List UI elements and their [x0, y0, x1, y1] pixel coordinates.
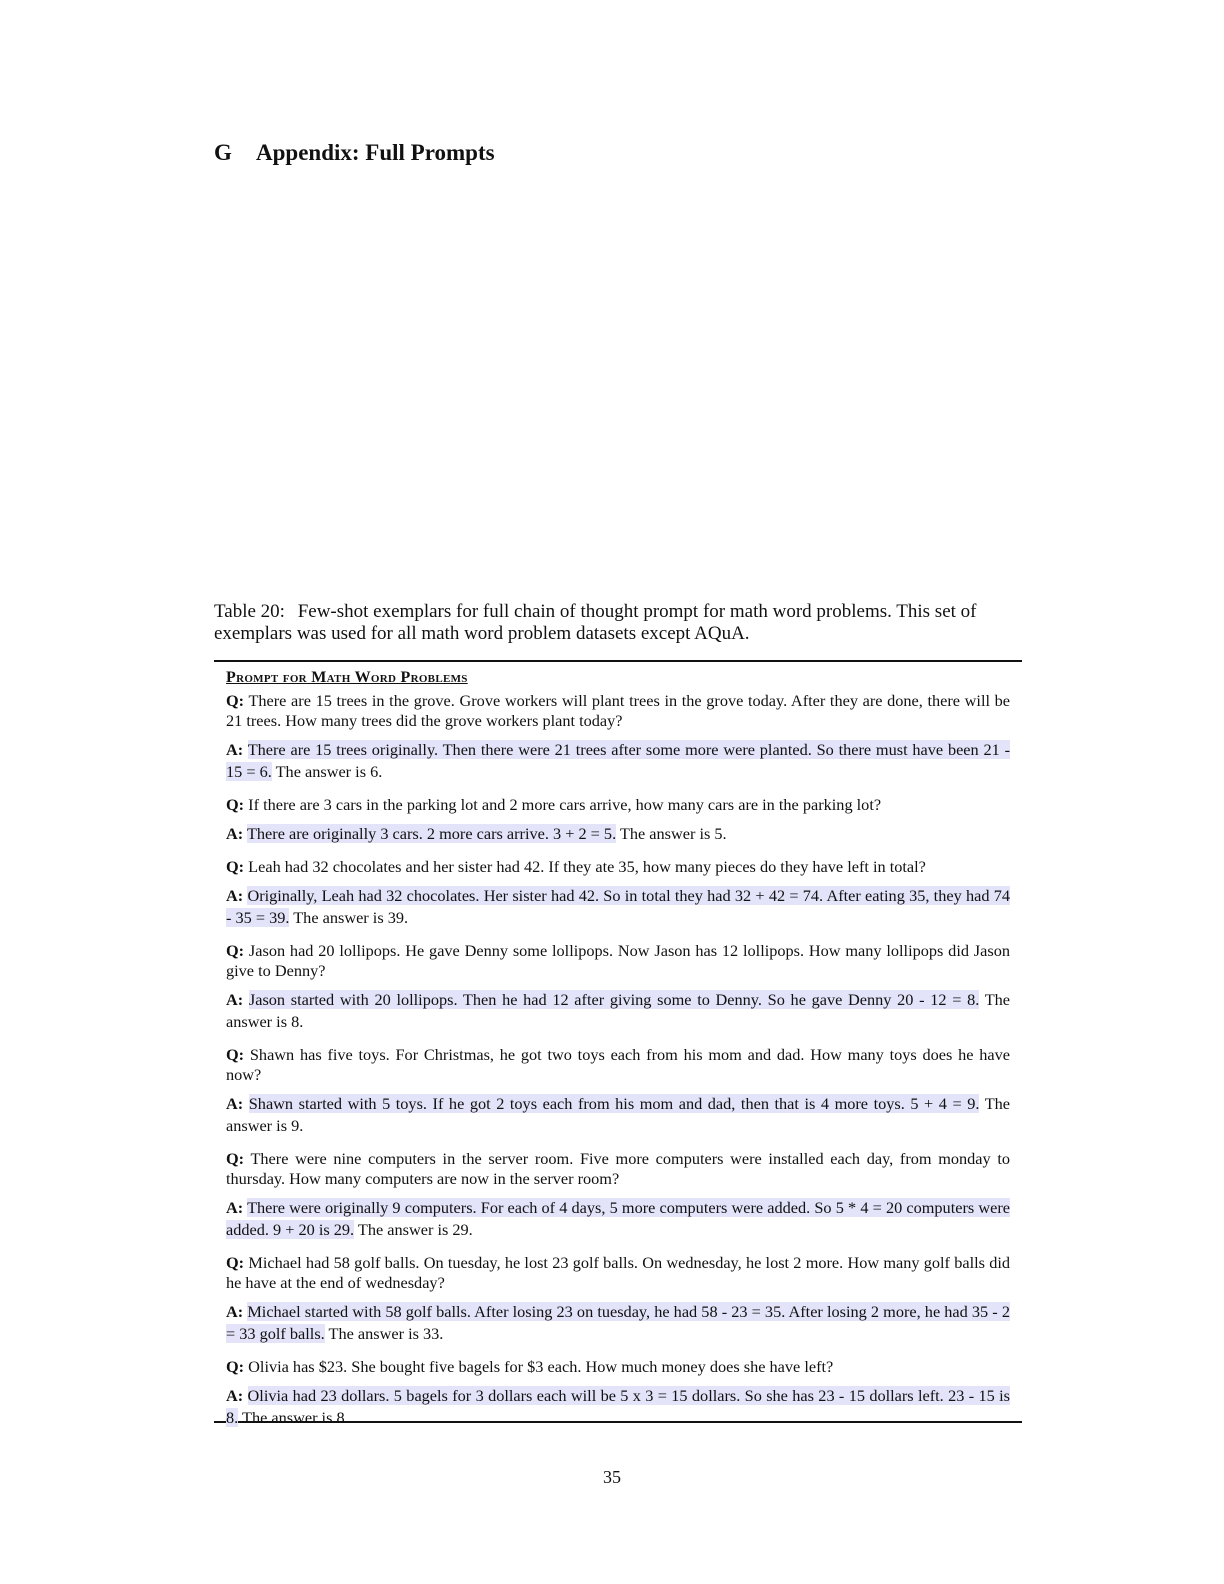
exemplar-pair [226, 1253, 1010, 1345]
exemplar-pair [226, 857, 1010, 929]
question-text: There are 15 trees in the grove. Grove workers will plant trees in the grove today. After they are done, there will be 21 trees. How many trees did the grove workers plant today? [226, 691, 1010, 730]
reasoning-highlight: Originally, Leah had 32 chocolates. Her sister had 42. So in total they had 32 + 42 = 74. After eating 35, they had 74 - 35 = 39. [226, 886, 1010, 927]
question-label: Q: [226, 795, 245, 814]
question-line [226, 857, 1010, 877]
answer-label: A: [226, 1302, 244, 1321]
reasoning-highlight: Jason started with 20 lollipops. Then he had 12 after giving some to Denny. So he gave Denny 20 - 12 = 8. [248, 990, 980, 1009]
final-answer-text: The answer is 8. [242, 1408, 349, 1427]
section-number: G [214, 140, 232, 165]
question-line [226, 941, 1010, 981]
question-text: If there are 3 cars in the parking lot and 2 more cars arrive, how many cars are in the parking lot? [248, 795, 882, 814]
section-heading [214, 138, 495, 168]
question-text: There were nine computers in the server room. Five more computers were installed each day, from monday to thursday. How many computers are now in the server room? [226, 1149, 1010, 1188]
question-line [226, 1357, 1010, 1377]
reasoning-highlight: There were originally 9 computers. For each of 4 days, 5 more computers were added. So 5 * 4 = 20 computers were added. 9 + 20 is 29. [226, 1198, 1010, 1239]
prompt-title: Prompt for Math Word Problems [226, 669, 468, 686]
prompt-table [214, 660, 1022, 1427]
answer-line [226, 885, 1010, 929]
answer-line [226, 1301, 1010, 1345]
question-text: Michael had 58 golf balls. On tuesday, he lost 23 golf balls. On wednesday, he lost 2 more. How many golf balls did he have at the end of wednesday? [226, 1253, 1011, 1292]
answer-label: A: [226, 1094, 244, 1113]
final-answer-text: The answer is 29. [357, 1220, 473, 1239]
question-label: Q: [226, 1253, 245, 1272]
answer-label: A: [226, 1386, 244, 1405]
question-text: Shawn has five toys. For Christmas, he got two toys each from his mom and dad. How many toys does he have now? [226, 1045, 1010, 1084]
table-caption [214, 601, 1022, 645]
question-label: Q: [226, 1045, 245, 1064]
answer-label: A: [226, 886, 244, 905]
answer-line [226, 823, 1010, 845]
answer-line [226, 739, 1010, 783]
question-label: Q: [226, 941, 245, 960]
answer-line [226, 1093, 1010, 1137]
answer-line [226, 989, 1010, 1033]
final-answer-text: The answer is 8. [226, 990, 1011, 1031]
question-label: Q: [226, 691, 245, 710]
question-line [226, 1045, 1010, 1085]
answer-line [226, 1385, 1010, 1429]
reasoning-highlight: Olivia had 23 dollars. 5 bagels for 3 dollars each will be 5 x 3 = 15 dollars. So she has 23 - 15 dollars left. 23 - 15 is 8. [226, 1386, 1010, 1427]
final-answer-text: The answer is 6. [275, 762, 383, 781]
question-label: Q: [226, 1149, 245, 1168]
final-answer-text: The answer is 5. [619, 824, 727, 843]
caption-text: Few-shot exemplars for full chain of thought prompt for math word problems. This set of exemplars was used for all math word problem datasets except AQuA. [214, 601, 977, 644]
reasoning-highlight: Shawn started with 5 toys. If he got 2 toys each from his mom and dad, then that is 4 more toys. 5 + 4 = 9. [248, 1094, 980, 1113]
question-line [226, 1253, 1010, 1293]
question-text: Jason had 20 lollipops. He gave Denny some lollipops. Now Jason has 12 lollipops. How many lollipops did Jason give to Denny? [226, 941, 1010, 980]
section-title: Appendix: Full Prompts [256, 140, 495, 165]
exemplar-list [226, 691, 1010, 1429]
final-answer-text: The answer is 9. [226, 1094, 1010, 1135]
final-answer-text: The answer is 39. [293, 908, 409, 927]
question-text: Leah had 32 chocolates and her sister had 42. If they ate 35, how many pieces do they have left in total? [248, 857, 926, 876]
exemplar-pair [226, 1357, 1010, 1429]
exemplar-pair [226, 691, 1010, 783]
answer-label: A: [226, 824, 244, 843]
answer-label: A: [226, 1198, 244, 1217]
answer-line [226, 1197, 1010, 1241]
reasoning-highlight: There are originally 3 cars. 2 more cars arrive. 3 + 2 = 5. [246, 824, 617, 843]
answer-label: A: [226, 990, 244, 1009]
answer-label: A: [226, 740, 244, 759]
question-line [226, 691, 1010, 731]
question-line [226, 795, 1010, 815]
question-label: Q: [226, 1357, 245, 1376]
exemplar-pair [226, 1149, 1010, 1241]
reasoning-highlight: Michael started with 58 golf balls. After losing 23 on tuesday, he had 58 - 23 = 35. After losing 2 more, he had 35 - 2 = 33 golf balls. [226, 1302, 1010, 1343]
question-line [226, 1149, 1010, 1189]
page-number: 35 [603, 1467, 621, 1487]
question-label: Q: [226, 857, 245, 876]
exemplar-pair [226, 1045, 1010, 1137]
final-answer-text: The answer is 33. [328, 1324, 444, 1343]
exemplar-pair [226, 941, 1010, 1033]
caption-label: Table 20: [214, 601, 285, 622]
reasoning-highlight: There are 15 trees originally. Then there were 21 trees after some more were planted. So there must have been 21 - 15 = 6. [226, 740, 1010, 781]
question-text: Olivia has $23. She bought five bagels for $3 each. How much money does she have left? [248, 1357, 834, 1376]
exemplar-pair [226, 795, 1010, 845]
